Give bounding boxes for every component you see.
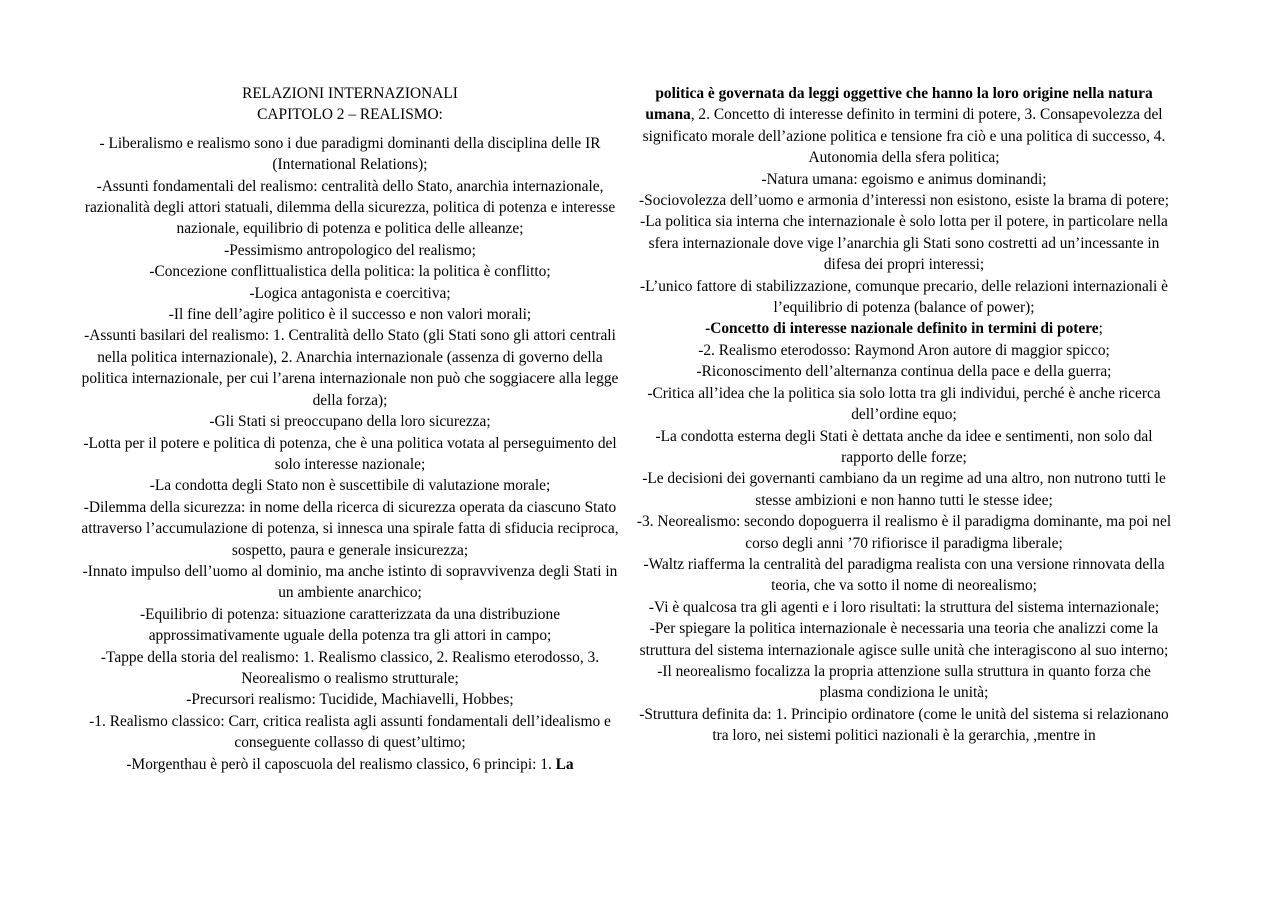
paragraph: -La condotta esterna degli Stati è dettata anche da idee e sentimenti, non solo dal rapporto delle forze;	[655, 427, 1153, 466]
left-paragraphs	[80, 133, 620, 754]
paragraph: -Natura umana: egoismo e animus dominandi;	[761, 170, 1047, 188]
paragraph: -1. Realismo classico: Carr, critica realista agli assunti fondamentali dell’idealismo e conseguente collasso di quest’ultimo;	[89, 712, 611, 752]
paragraph: -Waltz riafferma la centralità del paradigma realista con una versione rinnovata della teoria, che va sotto il nome di neorealismo;	[643, 555, 1165, 595]
paragraph: -3. Neorealismo: secondo dopoguerra il realismo è il paradigma dominante, ma poi nel corso degli anni ’70 rifiorisce il paradigma liberale;	[636, 513, 1172, 552]
right-paragraphs-a	[636, 169, 1172, 319]
paragraph: -La politica sia interna che internazionale è solo lotta per il potere, in particolare nella sfera internazionale dove vige l’anarchia gli Stati sono costretti ad un’incessante in difesa dei propri interessi;	[640, 213, 1168, 274]
paragraph: -Gli Stati si preoccupano della loro sicurezza;	[209, 413, 491, 431]
paragraph: -L’unico fattore di stabilizzazione, comunque precario, delle relazioni internazionali è l’equilibrio di potenza (balance of power);	[639, 277, 1169, 317]
national-interest-bold: -Concetto di interesse nazionale definito in termini di potere	[705, 320, 1099, 338]
paragraph: -Equilibrio di potenza: situazione caratterizzata da una distribuzione approssimativamente uguale della potenza tra gli attori in campo;	[139, 605, 561, 645]
principle-one-start: La	[555, 755, 574, 773]
left-column	[80, 83, 620, 775]
principle-one-bold: politica è governata da leggi oggettive che hanno la loro origine nella natura umana	[645, 85, 1153, 124]
right-column	[636, 83, 1172, 747]
paragraph: -Assunti fondamentali del realismo: centralità dello Stato, anarchia internazionale, razionalità degli attori statuali, dilemma della sicurezza, politica di potenza e interesse nazionale, equilibrio di potenza e politica delle alleanze;	[84, 177, 616, 238]
paragraph: -Assunti basilari del realismo: 1. Centralità dello Stato (gli Stati sono gli attori centrali nella politica internazionale), 2. Anarchia internazionale (assenza di governo della politica internazionale, per cui l’arena internazionale non può che soggiacere alla legge della forza);	[81, 327, 619, 409]
paragraph: -Vi è qualcosa tra gli agenti e i loro risultati: la struttura del sistema internazionale;	[648, 598, 1160, 616]
paragraph: -Precursori realismo: Tucidide, Machiavelli, Hobbes;	[186, 691, 514, 709]
paragraph: -Il fine dell’agire politico è il successo e non valori morali;	[168, 306, 532, 324]
paragraph: -Critica all’idea che la politica sia solo lotta tra gli individui, perché è anche ricerca dell’ordine equo;	[647, 384, 1161, 424]
paragraph: -La condotta degli Stato non è suscettibile di valutazione morale;	[149, 477, 551, 495]
paragraph: -Logica antagonista e coercitiva;	[249, 284, 451, 302]
national-interest-paragraph	[636, 318, 1172, 339]
morgenthau-text: -Morgenthau è però il caposcuola del realismo classico, 6 principi: 1.	[126, 755, 556, 773]
paragraph: -Innato impulso dell’uomo al dominio, ma anche istinto di sopravvivenza degli Stati in un ambiente anarchico;	[82, 562, 618, 602]
paragraph: - Liberalismo e realismo sono i due paradigmi dominanti della disciplina delle IR (International Relations);	[99, 134, 601, 174]
morgenthau-paragraph	[80, 754, 620, 775]
paragraph: -Il neorealismo focalizza la propria attenzione sulla struttura in quanto forza che plasma condiziona le unità;	[657, 662, 1151, 702]
paragraph: -Riconoscimento dell’alternanza continua della pace e della guerra;	[696, 363, 1112, 381]
paragraph: -Concezione conflittualistica della politica: la politica è conflitto;	[149, 263, 551, 281]
paragraph: -Pessimismo antropologico del realismo;	[224, 241, 476, 259]
paragraph: -Le decisioni dei governanti cambiano da un regime ad una altro, non nutrono tutti le stesse ambizioni e non hanno tutti le stesse idee;	[642, 470, 1166, 509]
paragraph: -Per spiegare la politica internazionale è necessaria una teoria che analizzi come la struttura del sistema internazionale agisce sulle unità che interagiscono al suo interno;	[639, 620, 1169, 659]
paragraph: -Dilemma della sicurezza: in nome della ricerca di sicurezza operata da ciascuno Stato attraverso l’accumulazione di potenza, si innesca una spirale fatta di sfiducia reciproca, sospetto, paura e generale insicurezza;	[81, 498, 619, 559]
paragraph: -Struttura definita da: 1. Principio ordinatore (come le unità del sistema si relazionano tra loro, nei sistemi politici nazionali è la gerarchia, ,mentre in	[639, 705, 1169, 745]
principles-rest: , 2. Concetto di interesse definito in termini di potere, 3. Consapevolezza del significato morale dell’azione politica e tensione fra ciò e una politica di successo, 4. Autonomia della sfera politica;	[642, 106, 1166, 167]
national-interest-tail: ;	[1098, 320, 1103, 338]
paragraph: -Sociovolezza dell’uomo e armonia d’interessi non esistono, esiste la brama di potere;	[639, 192, 1169, 210]
title-block	[80, 83, 620, 126]
paragraph: -Lotta per il potere e politica di potenza, che è una politica votata al perseguimento del solo interesse nazionale;	[83, 434, 617, 473]
paragraph: -Tappe della storia del realismo: 1. Realismo classico, 2. Realismo eterodosso, 3. Neorealismo o realismo strutturale;	[100, 648, 600, 687]
principles-paragraph	[636, 83, 1172, 169]
paragraph: -2. Realismo eterodosso: Raymond Aron autore di maggior spicco;	[698, 341, 1110, 359]
chapter-heading: CAPITOLO 2 – REALISMO:	[257, 106, 443, 124]
document-title: RELAZIONI INTERNAZIONALI	[242, 85, 458, 102]
right-paragraphs-b	[636, 340, 1172, 747]
